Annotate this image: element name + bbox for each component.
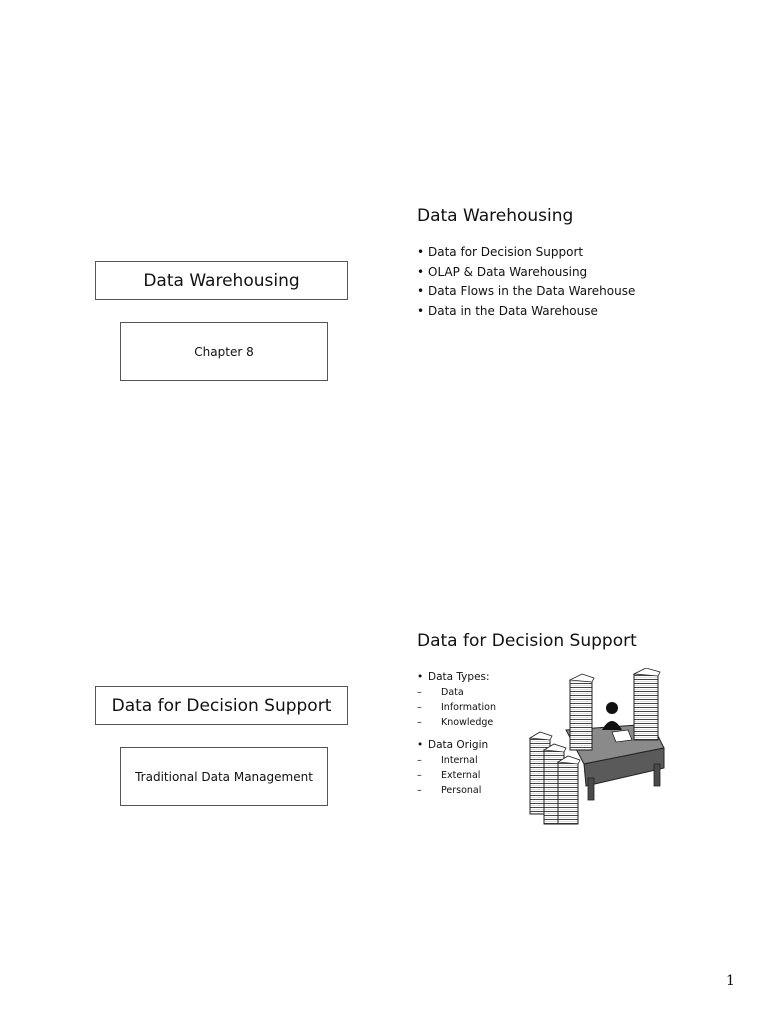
slide4-bullet-list	[417, 670, 527, 798]
slide2-bullet: • OLAP & Data Warehousing	[417, 263, 747, 283]
slide3-title: Data for Decision Support	[111, 695, 332, 716]
slide3-subtitle-box	[120, 747, 328, 806]
slide2-bullet: • Data in the Data Warehouse	[417, 302, 747, 322]
slide3-subtitle: Traditional Data Management	[135, 769, 313, 784]
slide4-subitem: – Internal	[417, 753, 527, 768]
slide4-subitem: – Data	[417, 685, 527, 700]
slide2-bullet-list	[417, 243, 747, 321]
page-number: 1	[726, 973, 735, 989]
slide1-title-box	[95, 261, 348, 300]
slide4-subitem: – External	[417, 768, 527, 783]
slide4-group-label: • Data Types:	[417, 670, 527, 685]
slide1-subtitle-box	[120, 322, 328, 381]
slide2-bullet: • Data for Decision Support	[417, 243, 747, 263]
slide1-subtitle: Chapter 8	[194, 344, 254, 359]
slide1-title: Data Warehousing	[143, 270, 300, 291]
slide3-title-box	[95, 686, 348, 725]
slide2-title: Data Warehousing	[417, 206, 574, 226]
slide4-subitem: – Personal	[417, 783, 527, 798]
slide4-subitem: – Knowledge	[417, 715, 527, 730]
desk-paper-stacks-icon	[524, 668, 672, 826]
slide4-group-label: • Data Origin	[417, 738, 527, 753]
slide2-bullet: • Data Flows in the Data Warehouse	[417, 282, 747, 302]
slide4-title: Data for Decision Support	[417, 631, 637, 651]
slide4-subitem: – Information	[417, 700, 527, 715]
